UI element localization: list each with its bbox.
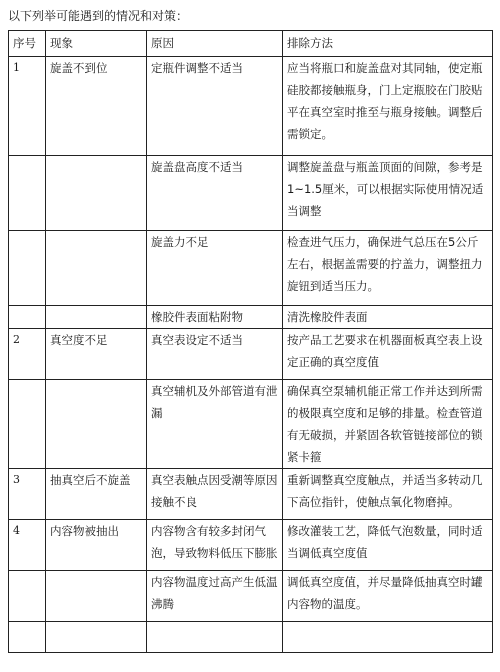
cell-remedy	[283, 156, 493, 231]
cell-remedy-text: 调整旋盖盘与瓶盖顶面的间隙，参考是1~1.5厘米，可以根据实际使用情况适当调整	[287, 160, 484, 218]
cell-no-text: 3	[13, 473, 20, 486]
cell-remedy	[283, 306, 493, 329]
cell-phenomenon-text: 旋盖不到位	[50, 61, 108, 75]
cell-cause	[147, 57, 283, 156]
header-phenomenon: 现象	[46, 31, 147, 57]
cell-remedy-text: 修改灌装工艺，降低气泡数量，同时适当调低真空度值	[287, 524, 483, 560]
cell-cause	[147, 329, 283, 380]
cell-cause-text: 内容物含有较多封闭气泡，导致物料低压下膨胀	[151, 524, 278, 560]
cell-no-text: 4	[13, 524, 20, 537]
cell-cause-text: 定瓶件调整不适当	[151, 61, 243, 75]
cell-phenomenon	[46, 156, 147, 231]
cell-no	[9, 57, 46, 156]
cell-no	[9, 380, 46, 469]
cell-cause-text: 真空表设定不适当	[151, 333, 243, 347]
cell-remedy	[283, 380, 493, 469]
intro-text: 以下列举可能遇到的情况和对策：	[8, 9, 189, 23]
table-row	[9, 57, 493, 156]
cell-no	[9, 520, 46, 571]
cell-phenomenon	[46, 520, 147, 571]
header-cause: 原因	[147, 31, 283, 57]
cell-remedy-text: 检查进气压力，确保进气总压在5公斤左右，根据盖需要的拧盖力，调整扭力旋钮到适当压力。	[287, 235, 483, 293]
cell-no	[9, 622, 46, 653]
cell-remedy-text: 调低真空度值，并尽量降低抽真空时罐内容物的温度。	[287, 575, 483, 611]
table-row	[9, 571, 493, 622]
cell-cause-text: 真空辅机及外部管道有泄漏	[151, 384, 278, 420]
cell-no	[9, 329, 46, 380]
cell-cause-text: 橡胶件表面粘附物	[151, 310, 243, 324]
table-row	[9, 469, 493, 520]
cell-phenomenon	[46, 57, 147, 156]
cell-cause	[147, 571, 283, 622]
table-row	[9, 622, 493, 653]
header-remedy: 排除方法	[283, 31, 493, 57]
cell-no	[9, 156, 46, 231]
cell-phenomenon	[46, 469, 147, 520]
cell-phenomenon	[46, 622, 147, 653]
cell-remedy-text: 确保真空泵辅机能正常工作并达到所需的极限真空度和足够的排量。检查管道有无破损，并紧固各软管链接部位的锁紧卡箍	[287, 384, 483, 464]
troubleshooting-table	[8, 30, 493, 653]
cell-remedy-text: 清洗橡胶件表面	[287, 310, 368, 324]
cell-no	[9, 469, 46, 520]
cell-cause-text: 旋盖力不足	[151, 235, 209, 249]
table-row	[9, 231, 493, 306]
cell-remedy	[283, 231, 493, 306]
table-row	[9, 156, 493, 231]
cell-cause	[147, 306, 283, 329]
table-row	[9, 520, 493, 571]
cell-remedy	[283, 57, 493, 156]
cell-cause-text: 旋盖盘高度不适当	[151, 160, 243, 174]
cell-remedy	[283, 520, 493, 571]
cell-remedy	[283, 329, 493, 380]
cell-cause	[147, 622, 283, 653]
cell-phenomenon	[46, 329, 147, 380]
cell-phenomenon	[46, 380, 147, 469]
header-no: 序号	[9, 31, 46, 57]
cell-cause	[147, 156, 283, 231]
cell-remedy-text: 重新调整真空度触点，并适当多转动几下高位指针，使触点氧化物磨掉。	[287, 473, 483, 509]
cell-remedy	[283, 622, 493, 653]
cell-cause	[147, 469, 283, 520]
cell-cause-text: 内容物温度过高产生低温沸腾	[151, 575, 278, 611]
cell-no	[9, 231, 46, 306]
cell-cause	[147, 231, 283, 306]
table-row	[9, 306, 493, 329]
table-row	[9, 329, 493, 380]
cell-phenomenon	[46, 306, 147, 329]
cell-no-text: 1	[13, 61, 20, 74]
cell-no	[9, 306, 46, 329]
cell-remedy-text: 按产品工艺要求在机器面板真空表上设定正确的真空度值	[287, 333, 483, 369]
cell-remedy	[283, 469, 493, 520]
cell-cause	[147, 520, 283, 571]
cell-cause-text: 真空表触点因受潮等原因接触不良	[151, 473, 278, 509]
cell-phenomenon-text: 内容物被抽出	[50, 524, 119, 538]
cell-remedy-text: 应当将瓶口和旋盖盘对其同轴，使定瓶硅胶都接触瓶身，门上定瓶胶在门胶贴平在真空室时推至与瓶身接触。调整后需锁定。	[287, 61, 483, 141]
table-header-row	[9, 31, 493, 57]
cell-phenomenon-text: 真空度不足	[50, 333, 108, 347]
cell-no	[9, 571, 46, 622]
cell-remedy	[283, 571, 493, 622]
cell-phenomenon-text: 抽真空后不旋盖	[50, 473, 131, 487]
cell-cause	[147, 380, 283, 469]
cell-phenomenon	[46, 571, 147, 622]
cell-no-text: 2	[13, 333, 20, 346]
cell-phenomenon	[46, 231, 147, 306]
table-row	[9, 380, 493, 469]
